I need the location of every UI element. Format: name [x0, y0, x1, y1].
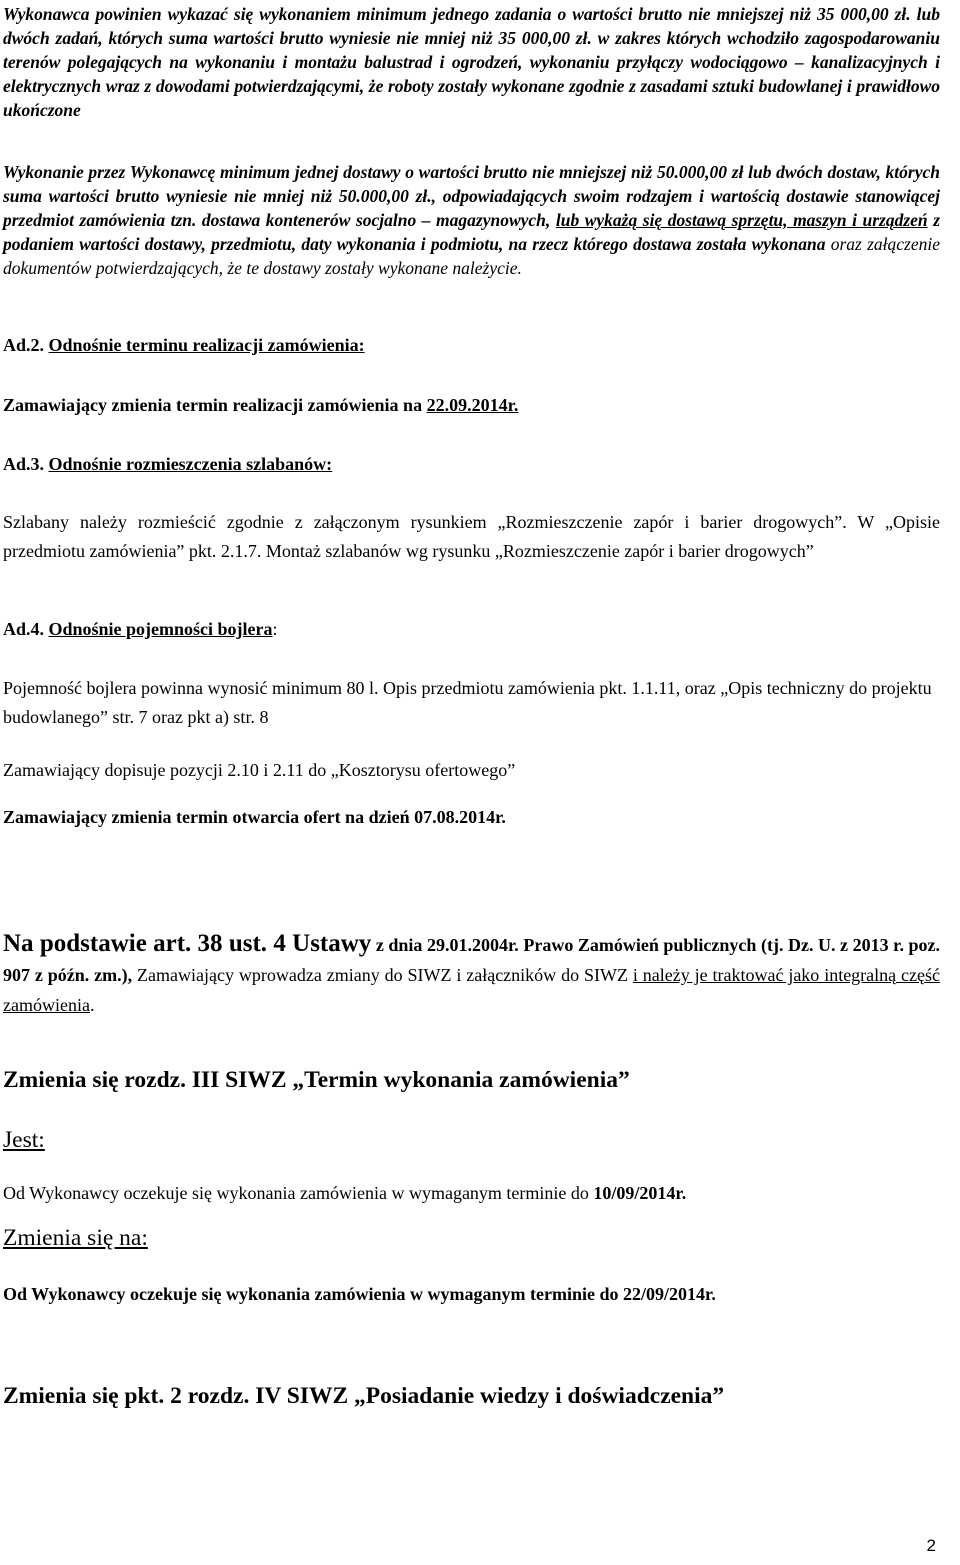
ad4-text: Pojemność bojlera powinna wynosić minimum 80 l. Opis przedmiotu zamówienia pkt. 1.1.11, oraz „Opis techniczny do projektu budowlanego” str. 7 oraz pkt a) str. 8 [3, 678, 932, 727]
ad3-label: Ad.3. [3, 454, 45, 474]
section4-title: Zmienia się pkt. 2 rozdz. IV SIWZ „Posiadanie wiedzy i doświadczenia” [3, 1383, 725, 1409]
ad3-heading [3, 451, 940, 478]
ad4-label: Ad.4. [3, 619, 45, 639]
ad2-text [3, 392, 940, 419]
legal-basis-paragraph [3, 929, 940, 1020]
ad4-heading [3, 616, 940, 643]
delivery-requirement-documents: oraz załączenie dokumentów potwierdzających, że te dostawy zostały wykonane należycie. [3, 234, 940, 278]
jest-sentence: Od Wykonawcy oczekuje się wykonania zamówienia w wymaganym terminie do [3, 1183, 589, 1203]
delivery-requirement-underlined: lub wykażą się dostawą sprzętu, maszyn i urządzeń [555, 210, 928, 230]
ad2-sentence: Zamawiający zmienia termin realizacji zamówienia na [3, 395, 423, 415]
delivery-requirement-bold: Wykonanie przez Wykonawcę minimum jednej dostawy o wartości brutto nie mniejszej niż 50.000,00 zł lub dwóch dostaw, których suma wartości brutto wyniesie nie mniej niż 50.000,00 zł., odpowiadających swoim rodzajem i wartością dostawie stanowiącej przedmiot zamówienia tzn. dostawa kontenerów socjalno – magazynowych, [3, 162, 940, 230]
ad3-text: Szlabany należy rozmieścić zgodnie z załączonym rysunkiem „Rozmieszczenie zapór i barier drogowych”. W „Opisie przedmiotu zamówienia” pkt. 2.1.7. Montaż szlabanów wg rysunku „Rozmieszczenie zapór i barier drogowych” [3, 512, 940, 561]
section3-title: Zmienia się rozdz. III SIWZ „Termin wykonania zamówienia” [3, 1067, 630, 1093]
offer-deadline-change: Zamawiający zmienia termin otwarcia ofert na dzień 07.08.2014r. [3, 807, 506, 827]
ad4-colon: : [272, 619, 278, 639]
jest-date: 10/09/2014r. [593, 1183, 687, 1203]
legal-basis-changes: Zamawiający wprowadza zmiany do SIWZ i załączników do SIWZ [137, 965, 628, 985]
ad2-heading-text: Odnośnie terminu realizacji zamówienia: [48, 335, 365, 355]
jest-label: Jest: [3, 1127, 45, 1153]
jest-text [3, 1180, 940, 1207]
legal-basis-main: Na podstawie art. 38 ust. 4 Ustawy [3, 930, 372, 957]
ad4-addition: Zamawiający dopisuje pozycji 2.10 i 2.11 do „Kosztorysu ofertowego” [3, 760, 516, 780]
paragraph-experience-requirement: Wykonawca powinien wykazać się wykonaniem minimum jednego zadania o wartości brutto nie mniejszej niż 35 000,00 zł. lub dwóch zadań, których suma wartości brutto wyniesie nie mniej niż 35 000,00 zł. w zakres których wchodziło zagospodarowaniu terenów polegających na wykonaniu i montażu balustrad i ogrodzeń, wykonaniu przyłączy wodociągowo – kanalizacyjnych i elektrycznych wraz z dowodami potwierdzającymi, że roboty zostały wykonane zgodnie z zasadami sztuki budowlanej i prawidłowo ukończone [3, 4, 940, 120]
ad4-heading-text: Odnośnie pojemności bojlera [48, 619, 273, 639]
legal-basis-period: . [89, 995, 95, 1015]
ad3-heading-text: Odnośnie rozmieszczenia szlabanów: [48, 454, 333, 474]
zmienia-text: Od Wykonawcy oczekuje się wykonania zamówienia w wymaganym terminie do 22/09/2014r. [3, 1284, 716, 1304]
paragraph-delivery-requirement [3, 160, 940, 280]
ad2-label: Ad.2. [3, 335, 45, 355]
legal-basis-integral: i należy je traktować jako integralną część zamówienia [3, 965, 941, 1015]
page-number: 2 [926, 1536, 936, 1555]
legal-basis-act: z dnia 29.01.2004r. Prawo Zamówień publicznych (tj. Dz. U. z 2013 r. poz. 907 z późn. zm.), [3, 935, 941, 985]
ad2-heading [3, 332, 940, 359]
ad2-date: 22.09.2014r. [426, 395, 519, 415]
delivery-requirement-details: z podaniem wartości dostawy, przedmiotu, daty wykonania i podmiotu, na rzecz którego dostawa została wykonana [3, 210, 941, 254]
zmienia-label: Zmienia się na: [3, 1225, 148, 1251]
